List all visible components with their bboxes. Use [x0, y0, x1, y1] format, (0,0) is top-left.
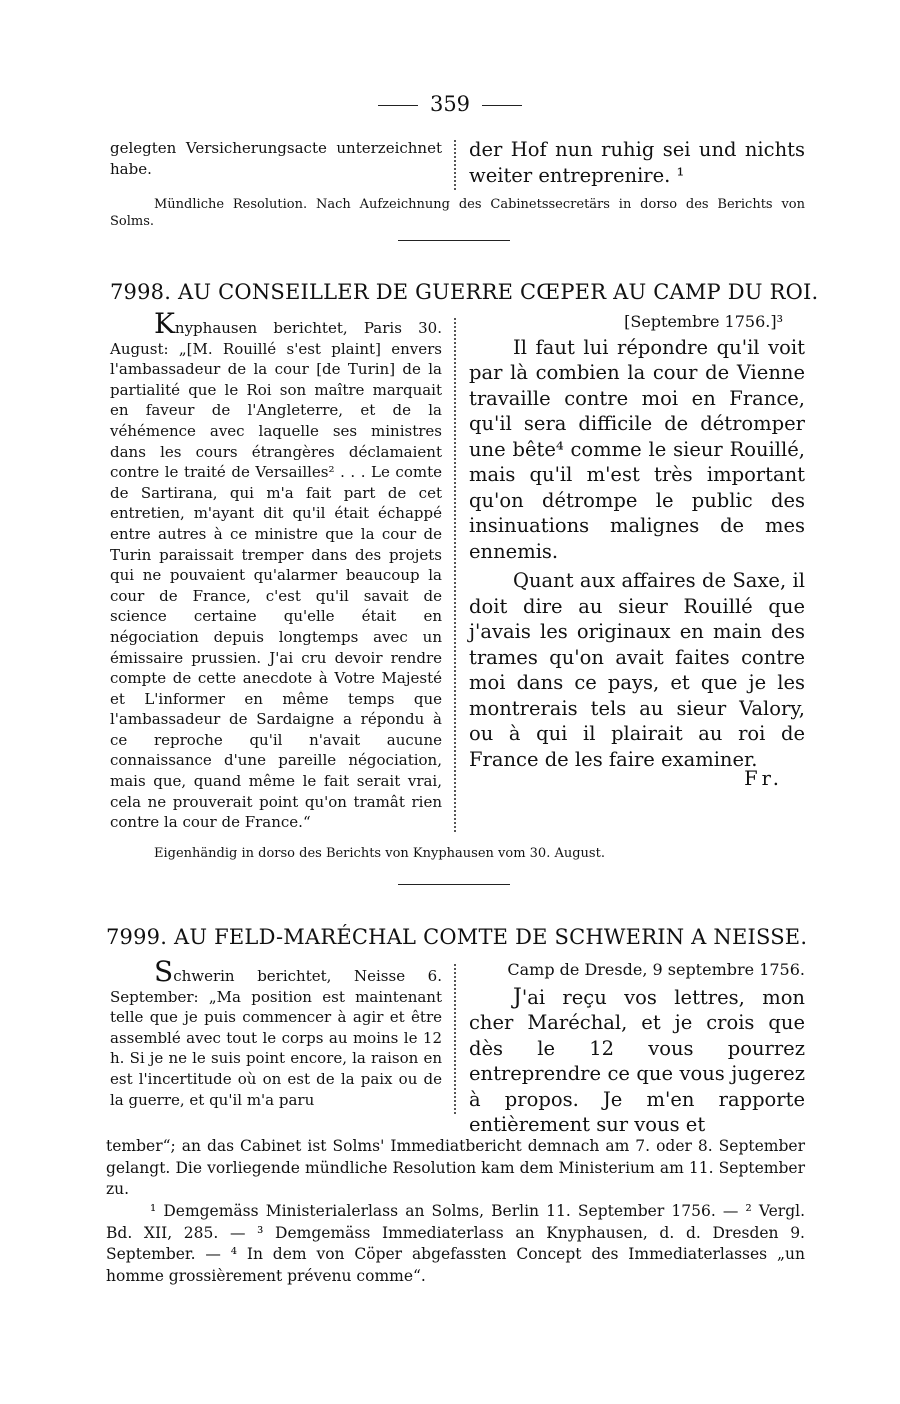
initial-letter: S [154, 955, 174, 988]
letter-summary: Schwerin berichtet, Neisse 6. September: „Ma position est maintenant telle que je puis commencer à agir et être assemblé avec tout le corps au moins le 12 h. Si je ne le suis point encore, la raison en est l'incertitude où on est de la paix ou de la guerre, et qu'il m'a paru [110, 955, 442, 1109]
letter-body [469, 960, 805, 1138]
top-left-text: gelegten Versicherungsacte unterzeichnet habe. [110, 139, 442, 178]
letter-summary: Knyphausen berichtet, Paris 30. August: „[M. Rouillé s'est plaint] envers l'ambassadeur de la cour [de Turin] de la partialité que le Roi son maître marquait en faveur de l'Angleterre, et de la véhémence avec laquelle ses ministres dans les cours étrangères déclamaient contre le traité de Versailles² . . . Le comte de Sartirana, qui m'a fait part de cet entretien, m'ayant dit qu'il était échappé entre autres à ce ministre que la cour de Turin paraissait tremper dans des projets qui ne pouvaient qu'alarmer beaucoup la cour de France, c'est qu'il savait de science certaine qu'elle était en négociation depuis longtemps avec un émissaire prussien. J'ai cru devoir rendre compte de cette anecdote à Votre Majesté et L'informer en même temps que l'ambassadeur de Sardaigne a répondu à ce reproche qu'il n'avait aucune connaissance d'une pareille négociation, mais que, quand même le fait serait vrai, cela ne prouverait point qu'on tramât rien contre la cour de France.“ [110, 307, 442, 832]
initial-letter: K [154, 307, 175, 340]
letter-paragraph: 'ai reçu vos lettres, mon cher Maréchal, et je crois que dès le 12 vous pourrez entreprendre ce que vous jugerez à propos. Je m'en rapporte entièrement sur vous et [469, 985, 805, 1137]
continuation-text: tember“; an das Cabinet ist Solms' Immediatbericht demnach am 7. oder 8. September gelangt. Die vorliegende mündliche Resolution kam dem Ministerium am 11. September zu. [106, 1137, 805, 1198]
letter-paragraph: Il faut lui répondre qu'il voit par là combien la cour de Vienne travaille contre moi en France, qu'il sera difficile de détromper une bête⁴ comme le sieur Rouillé, mais qu'il m'est très important qu'on détrompe le public des insinuations malignes de mes ennemis. [469, 335, 805, 563]
letter-note: Eigenhändig in dorso des Berichts von Knyphausen vom 30. August. [154, 846, 605, 861]
divider [482, 105, 522, 106]
signature: Fr. [744, 767, 783, 791]
top-note: Mündliche Resolution. Nach Aufzeichnung des Cabinetssecretärs in dorso des Berichts von Solms. [110, 197, 805, 229]
column-separator [454, 964, 456, 1114]
section-rule [398, 884, 510, 885]
letter-date: Camp de Dresde, 9 septembre 1756. [507, 960, 805, 979]
letter-date: [Septembre 1756.]³ [624, 312, 783, 331]
letter-body [469, 312, 805, 792]
initial-letter: J [513, 984, 522, 1010]
page-number: 359 [0, 92, 900, 116]
column-separator [454, 318, 456, 832]
footnotes: ¹ Demgemäss Ministerialerlass an Solms, Berlin 11. September 1756. — ² Vergl. Bd. XII, 285. — ³ Demgemäss Immediaterlass an Knyphausen, d. d. Dresden 9. September. — ⁴ In dem von Cöper abgefassten Concept des Immediaterlasses „un homme grossièrement prévenu comme“. [106, 1202, 805, 1285]
divider [378, 105, 418, 106]
top-right-text: der Hof nun ruhig sei und nichts weiter entreprenire. ¹ [469, 138, 805, 187]
letter-heading: 7999. AU FELD-MARÉCHAL COMTE DE SCHWERIN A NEISSE. [106, 925, 808, 949]
letter-heading: 7998. AU CONSEILLER DE GUERRE CŒPER AU CAMP DU ROI. [110, 280, 819, 304]
letter-paragraph: Quant aux affaires de Saxe, il doit dire au sieur Rouillé que j'avais les originaux en main des trames qu'on avait faites contre moi dans ce pays, et que je les montrerais tels au sieur Valory, ou à qui il plairait au roi de France de les faire examiner. [469, 569, 805, 771]
section-rule [398, 240, 510, 241]
column-separator [454, 140, 456, 190]
